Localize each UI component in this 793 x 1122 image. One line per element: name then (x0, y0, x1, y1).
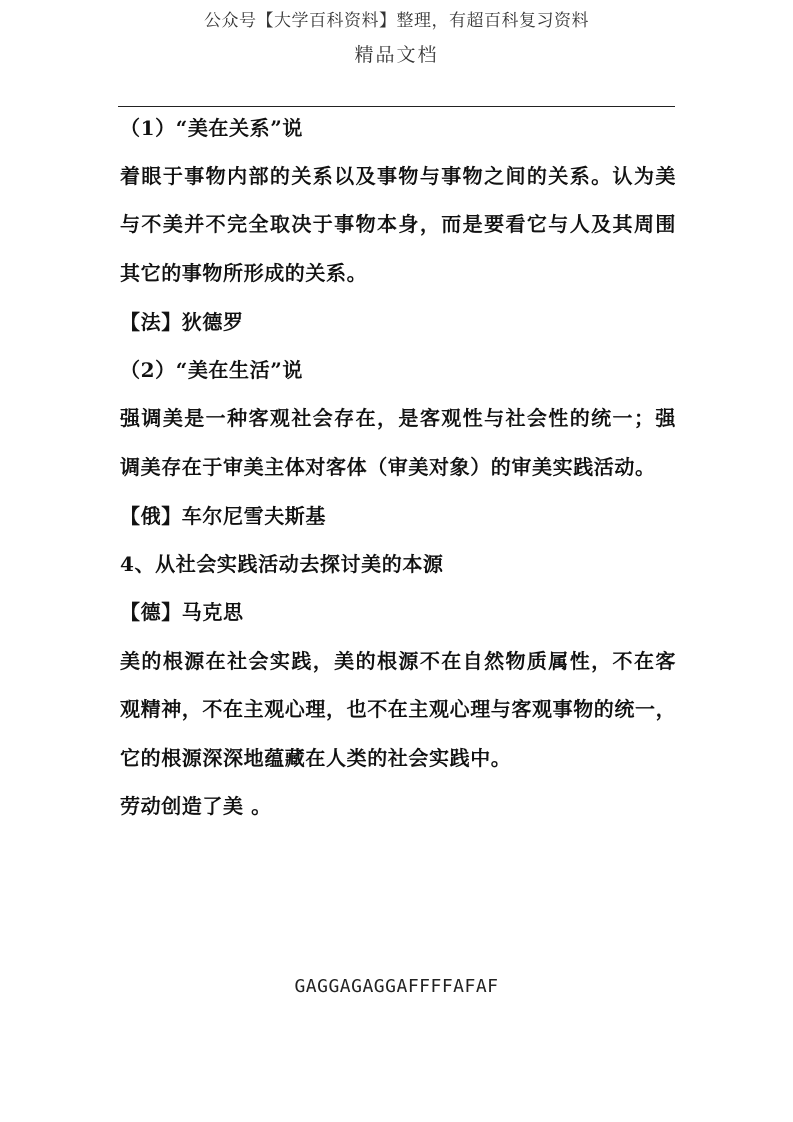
paragraph-line: 着眼于事物内部的关系以及事物与事物之间的关系。认为美 (120, 164, 676, 188)
attribution-line: 【俄】车尔尼雪夫斯基 (120, 504, 326, 528)
paragraph-line: 其它的事物所形成的关系。 (120, 261, 368, 285)
header-source-note: 公众号【大学百科资料】整理，有超百科复习资料 (204, 11, 589, 31)
section-heading: （1）“美在关系”说 (120, 116, 303, 140)
paragraph-line: 它的根源深深地蕴藏在人类的社会实践中。 (120, 746, 512, 770)
paragraph-line: 调美存在于审美主体对客体（审美对象）的审美实践活动。 (120, 455, 656, 479)
attribution-line: 【法】狄德罗 (120, 310, 244, 334)
paragraph-line: 与不美并不完全取决于事物本身，而是要看它与人及其周围 (120, 212, 676, 236)
header-title: 精品文档 (354, 44, 439, 66)
paragraph-line: 强调美是一种客观社会存在，是客观性与社会性的统一；强 (120, 406, 676, 430)
attribution-line: 【德】马克思 (120, 600, 244, 624)
section-heading: 4、从社会实践活动去探讨美的本源 (120, 552, 444, 576)
section-heading: （2）“美在生活”说 (120, 358, 303, 382)
footer-code: GAGGAGAGGAFFFFAFAF (294, 976, 499, 997)
paragraph-line: 劳动创造了美 。 (120, 794, 272, 818)
header-divider (118, 106, 675, 107)
paragraph-line: 美的根源在社会实践，美的根源不在自然物质属性，不在客 (120, 649, 676, 673)
paragraph-line: 观精神，不在主观心理，也不在主观心理与客观事物的统一， (120, 697, 677, 721)
